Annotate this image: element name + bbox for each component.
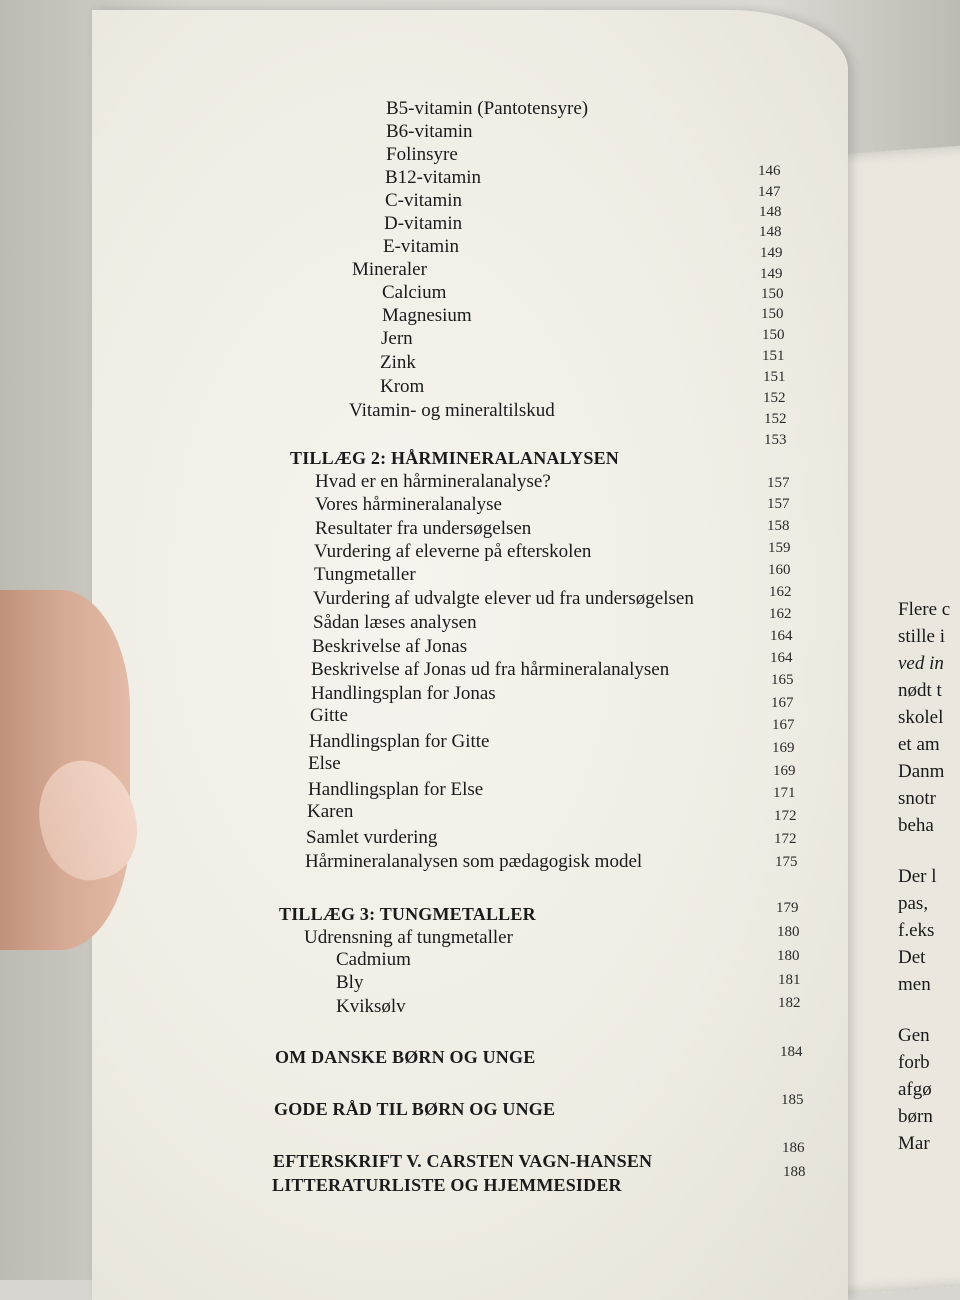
facing-line: ved in — [898, 653, 944, 674]
facing-line: men — [898, 974, 931, 995]
page-number: 164 — [770, 628, 793, 644]
page-number: 171 — [773, 785, 796, 801]
page-number: 153 — [764, 432, 787, 448]
toc-entry: Vores hårmineralanalyse — [315, 494, 502, 515]
facing-line: pas, — [898, 893, 929, 914]
page-number: 182 — [778, 995, 801, 1011]
facing-line: stille i — [898, 626, 945, 647]
toc-entry: Handlingsplan for Else — [308, 779, 484, 800]
toc-entry: Hårmineralanalysen som pædagogisk model — [305, 851, 643, 872]
page-number: 151 — [763, 369, 786, 385]
toc-heading: EFTERSKRIFT V. CARSTEN VAGN-HANSEN — [273, 1151, 653, 1171]
facing-line: et am — [898, 734, 940, 755]
toc-entry: Gitte — [310, 705, 348, 726]
page-number: 169 — [773, 763, 796, 779]
toc-entry: Mineraler — [352, 259, 427, 280]
page-number: 158 — [767, 518, 790, 534]
page-number: 180 — [777, 948, 800, 964]
toc-entry: Hvad er en hårmineralanalyse? — [315, 471, 551, 492]
page-number: 172 — [774, 808, 797, 824]
toc-entry: Tungmetaller — [314, 564, 416, 585]
facing-line: Danm — [898, 761, 945, 782]
toc-entry: Resultater fra undersøgelsen — [315, 518, 532, 539]
toc-entry: D-vitamin — [384, 213, 463, 234]
page-number: 186 — [782, 1140, 805, 1156]
toc-entry: Udrensning af tungmetaller — [304, 927, 513, 948]
toc-entry: Zink — [380, 352, 416, 373]
toc-entry: Handlingsplan for Gitte — [309, 731, 490, 752]
facing-line: snotr — [898, 788, 936, 809]
toc-entry: Cadmium — [336, 949, 411, 970]
toc-entry: Handlingsplan for Jonas — [311, 683, 496, 704]
page-number: 160 — [768, 562, 791, 578]
page-number: 150 — [761, 286, 784, 302]
page-number: 148 — [759, 224, 782, 240]
page-number: 157 — [767, 496, 790, 512]
page-number: 162 — [769, 584, 792, 600]
toc-entry: Calcium — [382, 282, 447, 303]
page-number: 147 — [758, 184, 781, 200]
toc-entry: B6-vitamin — [386, 121, 473, 142]
page-number: 165 — [771, 672, 794, 688]
toc-heading: GODE RÅD TIL BØRN OG UNGE — [274, 1099, 556, 1119]
toc-entry: E-vitamin — [383, 236, 459, 257]
page-number: 148 — [759, 204, 782, 220]
page-number: 179 — [776, 900, 799, 916]
page-number: 152 — [763, 390, 786, 406]
page-number: 188 — [783, 1164, 806, 1180]
page-number: 152 — [764, 411, 787, 427]
page-number: 159 — [768, 540, 791, 556]
page-number: 150 — [762, 327, 785, 343]
toc-heading: TILLÆG 2: HÅRMINERALANALYSEN — [290, 448, 619, 468]
toc-entry: Beskrivelse af Jonas — [312, 636, 468, 657]
page-number: 172 — [774, 831, 797, 847]
facing-line: Flere c — [898, 599, 951, 620]
toc-entry: Krom — [380, 376, 425, 397]
facing-line: Gen — [898, 1025, 930, 1046]
toc-entry: Vitamin- og mineraltilskud — [349, 400, 555, 421]
toc-heading: TILLÆG 3: TUNGMETALLER — [279, 904, 536, 924]
toc-entry: Else — [308, 753, 341, 774]
facing-line: afgø — [898, 1079, 932, 1100]
toc-heading: OM DANSKE BØRN OG UNGE — [275, 1047, 536, 1067]
page-number: 164 — [770, 650, 793, 666]
page-number: 149 — [760, 266, 783, 282]
toc-entry: Samlet vurdering — [306, 827, 438, 848]
toc-entry: Beskrivelse af Jonas ud fra hårmineralanalysen — [311, 659, 670, 680]
toc-entry: Folinsyre — [386, 144, 458, 165]
page-number: 167 — [771, 695, 794, 711]
toc-entry: Jern — [381, 328, 413, 349]
toc-entry: Magnesium — [382, 305, 472, 326]
toc-entry: C-vitamin — [385, 190, 463, 211]
page-number: 150 — [761, 306, 784, 322]
facing-line: Mar — [898, 1133, 930, 1154]
facing-line: forb — [898, 1052, 930, 1073]
page-number: 157 — [767, 475, 790, 491]
page-number: 151 — [762, 348, 785, 364]
facing-line: f.eks — [898, 920, 935, 941]
facing-line: børn — [898, 1106, 933, 1127]
facing-line: Det — [898, 947, 926, 968]
page-number: 180 — [777, 924, 800, 940]
facing-line: skolel — [898, 707, 944, 728]
facing-line: beha — [898, 815, 934, 836]
page-number: 175 — [775, 854, 798, 870]
page-number: 181 — [778, 972, 801, 988]
toc-entry: B12-vitamin — [385, 167, 482, 188]
page-number: 184 — [780, 1044, 803, 1060]
toc-entry: Vurdering af udvalgte elever ud fra undersøgelsen — [313, 588, 694, 609]
toc-entry: Sådan læses analysen — [313, 612, 477, 633]
facing-line: nødt t — [898, 680, 942, 701]
toc-entry: Vurdering af eleverne på efterskolen — [314, 541, 592, 562]
toc-entry: B5-vitamin (Pantotensyre) — [386, 98, 589, 119]
toc-entry: Bly — [336, 972, 364, 993]
toc-entry: Kviksølv — [336, 996, 406, 1017]
page-number: 162 — [769, 606, 792, 622]
page-number: 167 — [772, 717, 795, 733]
toc-heading: LITTERATURLISTE OG HJEMMESIDER — [272, 1175, 622, 1195]
toc-entry: Karen — [307, 801, 354, 822]
page-number: 146 — [758, 163, 781, 179]
page-number: 185 — [781, 1092, 804, 1108]
facing-line: Der l — [898, 866, 937, 887]
page-number: 149 — [760, 245, 783, 261]
page-number: 169 — [772, 740, 795, 756]
